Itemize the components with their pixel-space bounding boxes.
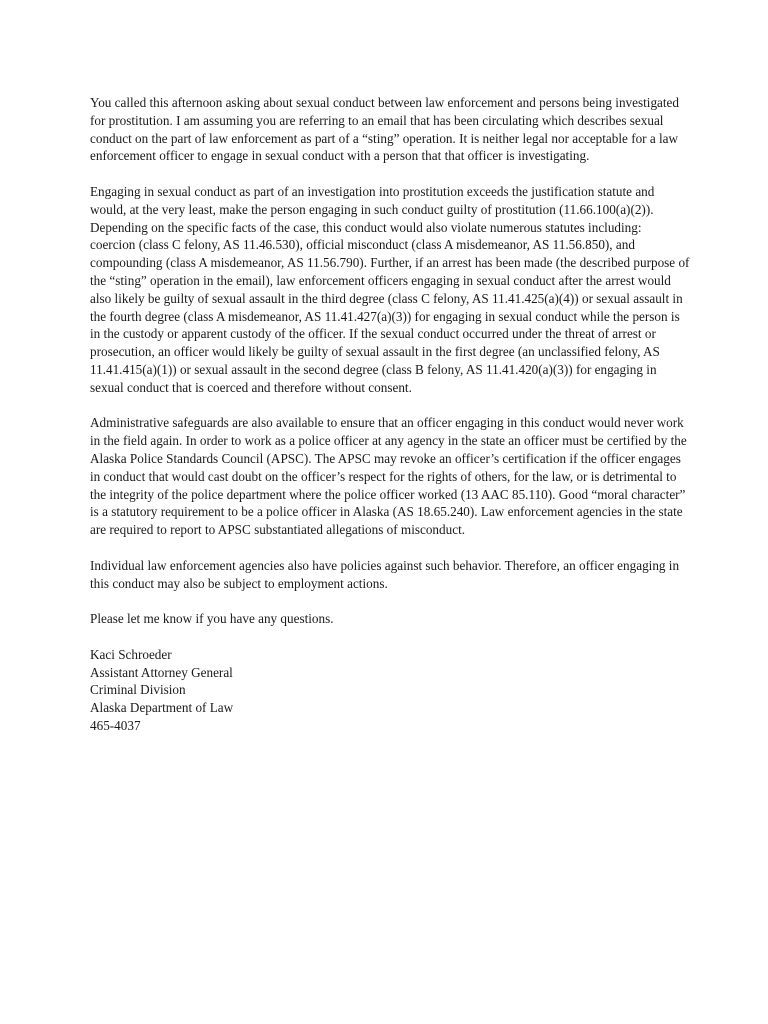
signature-division: Criminal Division [90, 682, 186, 698]
signature-department: Alaska Department of Law [90, 700, 234, 716]
paragraph-agency-policies: Individual law enforcement agencies also have policies against such behavior. Therefore, an officer engaging in this conduct may also be subject to employment actions. [90, 557, 680, 591]
paragraph-closing: Please let me know if you have any questions. [90, 611, 334, 627]
signature-block [90, 646, 690, 735]
signature-name: Kaci Schroeder [90, 646, 172, 662]
paragraph-administrative-safeguards: Administrative safeguards are also available to ensure that an officer engaging in this conduct would never work in the field again. In order to work as a police officer at any agency in the state an officer must be certified by the Alaska Police Standards Council (APSC). The APSC may revoke an officer’s certification if the officer engages in conduct that would cast doubt on the officer’s respect for the rights of others, for the law, or is detrimental to the integrity of the police department where the police officer worked (13 AAC 85.110). Good “moral character” is a statutory requirement to be a police officer in Alaska (AS 18.65.240). Law enforcement agencies in the state are required to report to APSC substantiated allegations of misconduct. [90, 415, 687, 538]
signature-title: Assistant Attorney General [90, 664, 233, 680]
paragraph-statutes: Engaging in sexual conduct as part of an investigation into prostitution exceeds the justification statute and would, at the very least, make the person engaging in such conduct guilty of prostitution (11.66.100(a)(2)). Depending on the specific facts of the case, this conduct would also violate numerous statutes including: coercion (class C felony, AS 11.46.530), official misconduct (class A misdemeanor, AS 11.56.850), and compounding (class A misdemeanor, AS 11.56.790). Further, if an arrest has been made (the described purpose of the “sting” operation in the email), law enforcement officers engaging in sexual conduct after the arrest would also likely be guilty of sexual assault in the third degree (class C felony, AS 11.41.425(a)(4)) or sexual assault in the fourth degree (class A misdemeanor, AS 11.41.427(a)(3)) for engaging in sexual conduct while the person is in the custody or apparent custody of the officer. If the sexual conduct occurred under the threat of arrest or prosecution, an officer would likely be guilty of sexual assault in the first degree (an unclassified felony, AS 11.41.415(a)(1)) or sexual assault in the second degree (class B felony, AS 11.41.420(a)(3)) for engaging in sexual conduct that is coerced and therefore without consent. [90, 183, 690, 395]
paragraph-intro: You called this afternoon asking about sexual conduct between law enforcement and persons being investigated for prostitution. I am assuming you are referring to an email that has been circulating which describes sexual conduct on the part of law enforcement as part of a “sting” operation. It is neither legal nor acceptable for a law enforcement officer to engage in sexual conduct with a person that that officer is investigating. [90, 95, 679, 164]
letter-body [90, 94, 690, 735]
signature-phone: 465-4037 [90, 717, 141, 733]
